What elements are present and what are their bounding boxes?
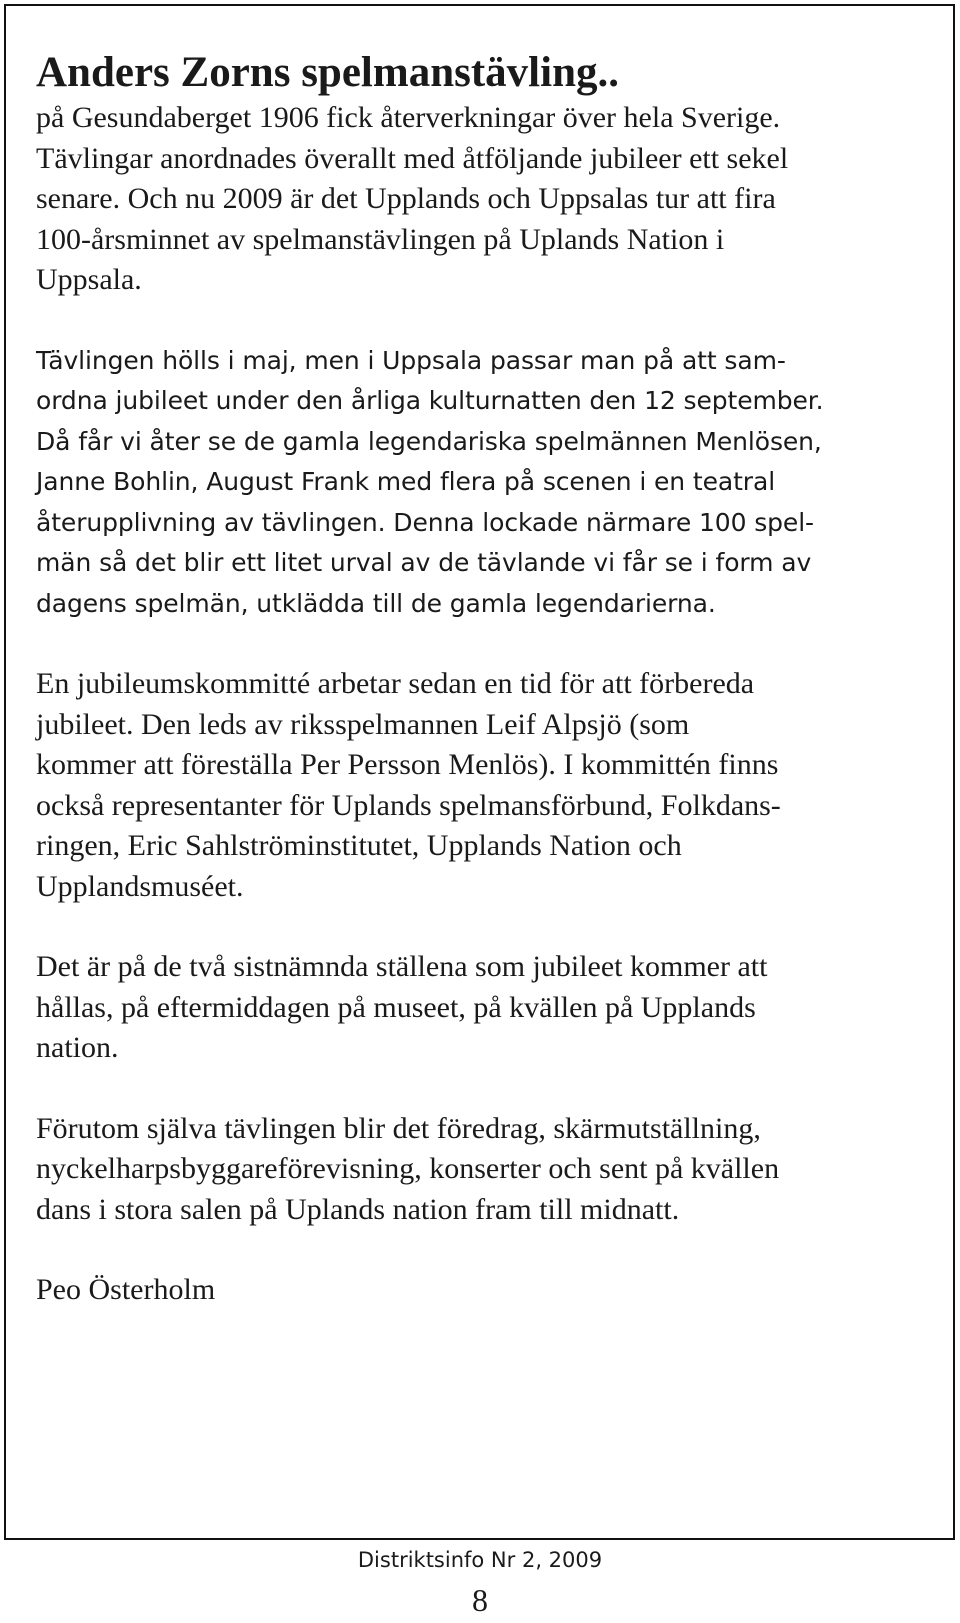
paragraph-celebration — [36, 341, 946, 625]
page-number: 8 — [472, 1582, 488, 1618]
text-line: dans i stora salen på Uplands nation fram till midnatt. — [36, 1192, 680, 1226]
text-line: också representanter för Uplands spelmansförbund, Folkdans- — [36, 788, 781, 822]
text-line: dagens spelmän, utklädda till de gamla legendarierna. — [36, 588, 716, 618]
text-line: ordna jubileet under den årliga kulturnatten den 12 september. — [36, 386, 824, 415]
text-line: på Gesundaberget 1906 fick återverkningar över hela Sverige. — [36, 101, 781, 134]
text-line: Tävlingar anordnades överallt med åtföljande jubileer ett sekel — [36, 141, 789, 175]
text-line: jubileet. Den leds av riksspelmannen Leif Alpsjö (som — [36, 707, 690, 741]
text-line: återupplivning av tävlingen. Denna lockade närmare 100 spel- — [36, 507, 814, 537]
text-line: Tävlingen hölls i maj, men i Uppsala passar man på att sam- — [36, 345, 786, 375]
intro-paragraph — [36, 98, 946, 301]
paragraph-gap — [36, 624, 946, 664]
publication-info: Distriktsinfo Nr 2, 2009 — [357, 1548, 603, 1572]
text-line: 100-årsminnet av spelmanstävlingen på Uplands Nation i — [36, 222, 725, 256]
paragraph-gap — [36, 907, 946, 947]
paragraph-venues — [36, 947, 946, 1069]
text-line: En jubileumskommitté arbetar sedan en tid för att förbereda — [36, 667, 755, 700]
paragraph-gap — [36, 301, 946, 341]
text-line: hållas, på eftermiddagen på museet, på kvällen på Upplands — [36, 990, 756, 1024]
paragraph-gap — [36, 1230, 946, 1270]
text-line: Upplandsmuséet. — [36, 869, 244, 903]
text-line: senare. Och nu 2009 är det Upplands och Uppsalas tur att fira — [36, 182, 776, 215]
text-line: nation. — [36, 1031, 119, 1064]
text-line: ringen, Eric Sahlströminstitutet, Upplands Nation och — [36, 829, 682, 862]
paragraph-committee — [36, 664, 946, 907]
paragraph-program — [36, 1109, 946, 1231]
article-frame — [4, 4, 955, 1540]
text-line: Förutom själva tävlingen blir det föredrag, skärmutställning, — [36, 1111, 761, 1145]
text-line: Uppsala. — [36, 263, 142, 296]
article-title: Anders Zorns spelmanstävling.. — [36, 49, 619, 96]
paragraph-gap — [36, 1069, 946, 1109]
text-line: Janne Bohlin, August Frank med flera på scenen i en teatral — [36, 467, 776, 496]
text-line: nyckelharpsbyggareförevisning, konserter och sent på kvällen — [36, 1152, 780, 1185]
text-line: kommer att föreställa Per Persson Menlös). I kommittén finns — [36, 748, 779, 781]
article-content — [36, 36, 946, 1311]
text-line: män så det blir ett litet urval av de tävlande vi får se i form av — [36, 548, 812, 577]
text-line: Det är på de två sistnämnda ställena som jubileet kommer att — [36, 950, 768, 983]
author-signature: Peo Österholm — [36, 1273, 216, 1306]
text-line: Då får vi åter se de gamla legendariska spelmännen Menlösen, — [36, 426, 822, 456]
